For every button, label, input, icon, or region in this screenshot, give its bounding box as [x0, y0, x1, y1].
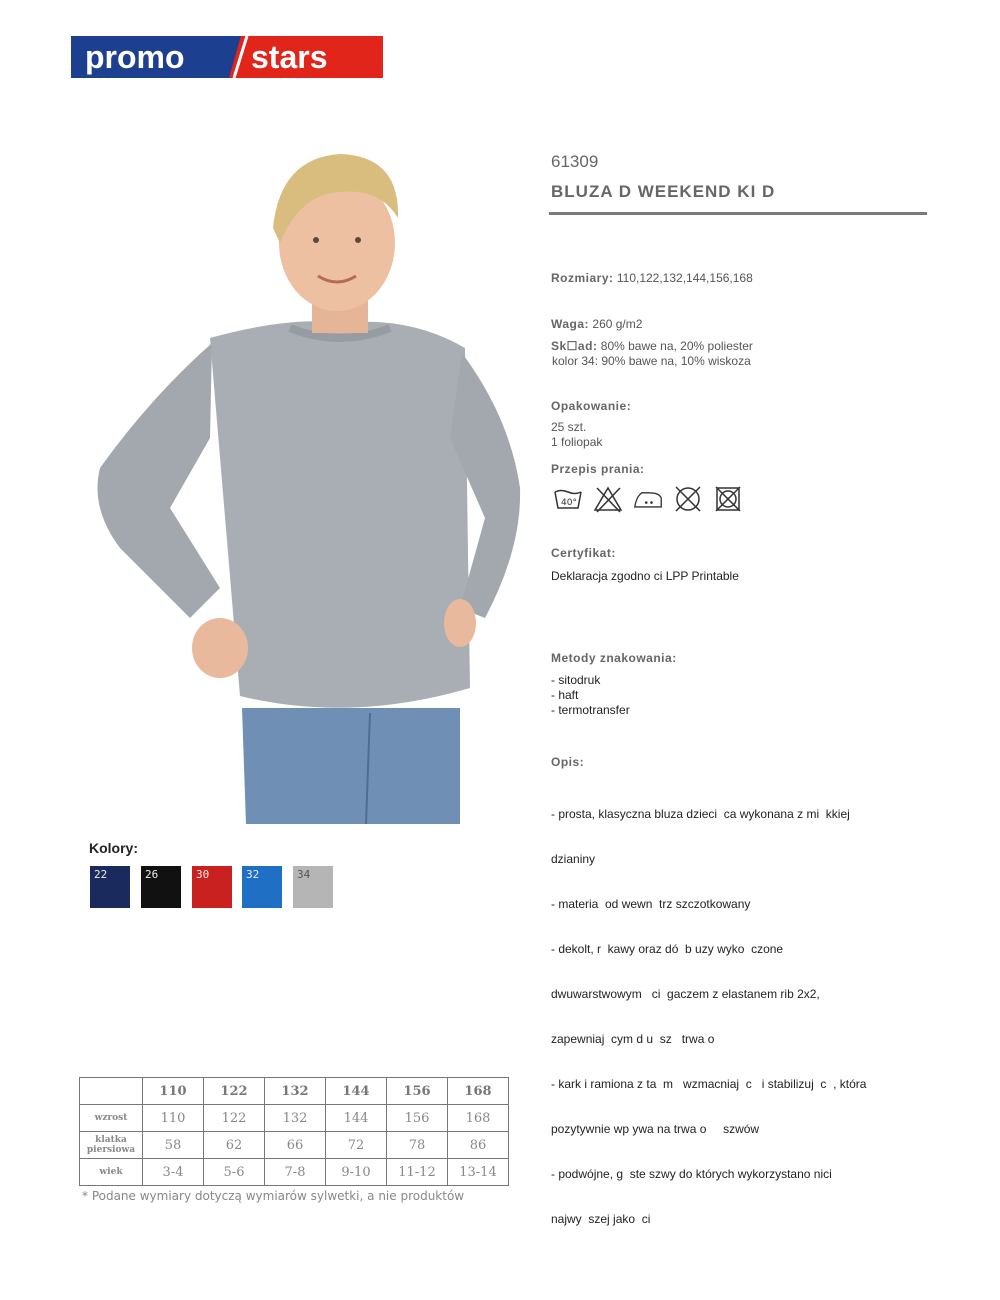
wash-40-icon: [553, 484, 583, 514]
table-row: wzrost 110 122 132 144 156 168: [80, 1105, 509, 1132]
header-divider: [549, 212, 927, 215]
color-swatch-22[interactable]: 22: [90, 866, 130, 908]
product-code: 61309: [551, 152, 599, 171]
color-swatch-32[interactable]: 32: [242, 866, 282, 908]
care-label: Przepis prania:: [551, 462, 645, 476]
product-name: BLUZA D WEEKEND KI D: [551, 182, 776, 201]
packaging-info: Opakowanie: 25 szt. 1 foliopak: [551, 399, 632, 449]
svg-text:promo: promo: [85, 39, 185, 75]
color-swatch-30[interactable]: 30: [192, 866, 232, 908]
colors-label: Kolory:: [89, 840, 138, 856]
certificate-value: Deklaracja zgodno ci LPP Printable: [551, 569, 739, 583]
table-row: klatka piersiowa 58 62 66 72 78 86: [80, 1132, 509, 1159]
weight-info: Waga: 260 g/m2: [551, 317, 643, 331]
iron-2-dots-icon: [633, 484, 663, 514]
svg-text:stars: stars: [251, 39, 328, 75]
no-tumble-dry-icon: [713, 484, 743, 514]
color-swatch-26[interactable]: 26: [141, 866, 181, 908]
table-header-row: 110 122 132 144 156 168: [80, 1078, 509, 1105]
description-text: - prosta, klasyczna bluza dzieci ca wykonana z mi kkiej dzianiny - materia od wewn trz szczotkowany - dekolt, r kawy oraz dó b uzy wyko czone dwuwarstwowym ci gaczem z elastanem rib 2x2, zapewniaj cym d u sz trwa o - kark i ramiona z ta m wzmacniaj c i stabilizuj c , która pozytywnie wp ywa na trwa o szwów - podwójne, g ste szwy do których wykorzystano nici najwy szej jako ci: [551, 807, 867, 1226]
description-label: Opis:: [551, 755, 585, 769]
sizes-info: Rozmiary: 110,122,132,144,156,168: [551, 271, 753, 285]
size-table-note: * Podane wymiary dotyczą wymiarów sylwetki, a nie produktów: [82, 1189, 465, 1203]
color-swatch-34[interactable]: 34: [293, 866, 333, 908]
certificate-label: Certyfikat:: [551, 546, 616, 560]
care-symbols: [553, 484, 743, 514]
svg-text:40°: 40°: [561, 498, 577, 508]
size-table: [79, 1077, 509, 1186]
list-item: - termotransfer: [551, 703, 630, 717]
composition-info: Sk☐ad: 80% bawe na, 20% poliester kolor 34: 90% bawe na, 10% wiskoza: [551, 339, 753, 368]
no-dry-clean-icon: [673, 484, 703, 514]
no-bleach-icon: [593, 484, 623, 514]
marking-list: [551, 673, 630, 718]
list-item: - sitodruk: [551, 673, 601, 687]
table-row: wiek 3-4 5-6 7-8 9-10 11-12 13-14: [80, 1159, 509, 1186]
promostars-logo: [71, 36, 383, 78]
list-item: - haft: [551, 688, 579, 702]
product-photo: [90, 148, 522, 824]
marking-label: Metody znakowania:: [551, 651, 677, 665]
